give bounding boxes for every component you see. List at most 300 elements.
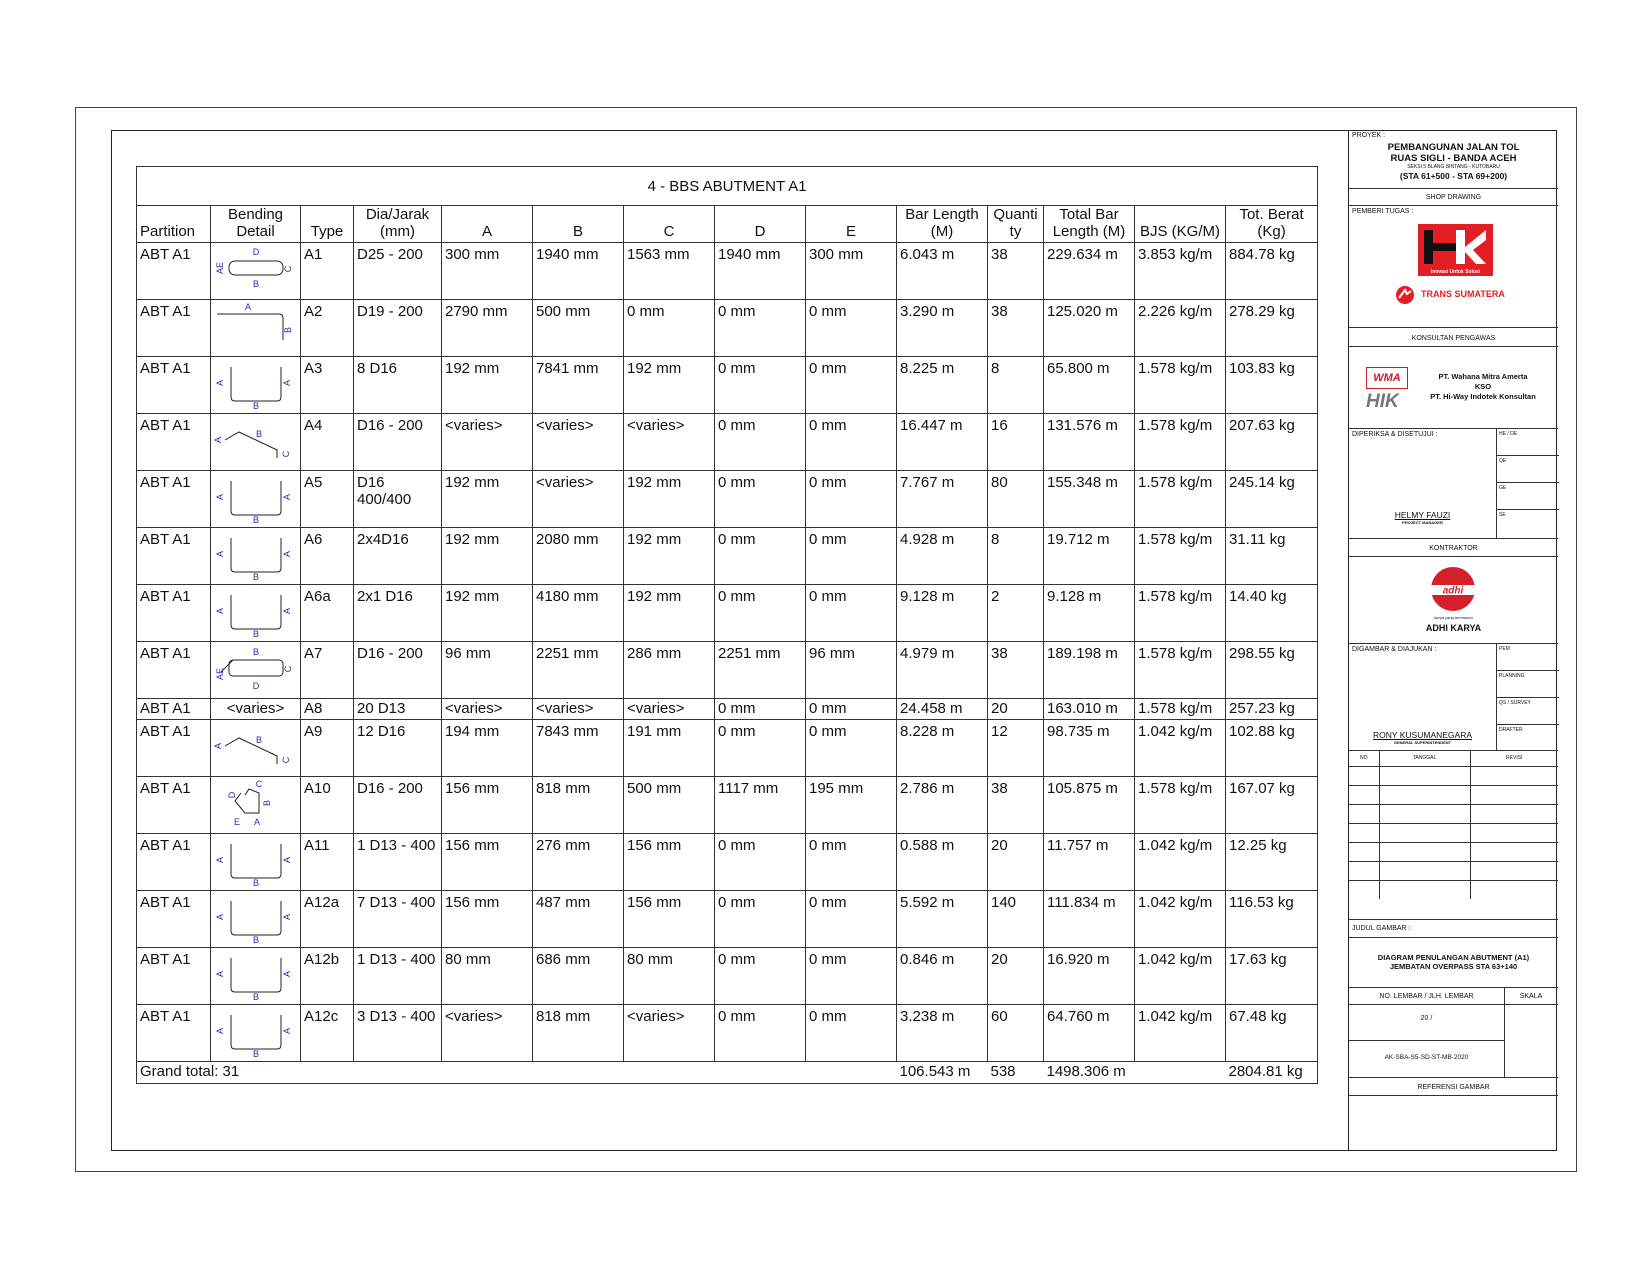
bending-diagram-z-bar (213, 720, 299, 772)
cell-len: 8.228 m (897, 720, 988, 777)
cell-d: 1940 mm (715, 243, 806, 300)
svg-text:B: B (252, 1049, 259, 1057)
table-row (137, 300, 1318, 357)
judul-section (1349, 938, 1558, 988)
cell-a: 192 mm (442, 471, 533, 528)
cell-dia: 7 D13 - 400 (354, 891, 442, 948)
cell-partition: ABT A1 (137, 414, 211, 471)
cell-qty: 20 (988, 834, 1044, 891)
cell-bjs: 3.853 kg/m (1135, 243, 1226, 300)
cell-b: 818 mm (533, 1005, 624, 1062)
bbs-schedule (136, 166, 1317, 1080)
revision-grid (1349, 751, 1558, 899)
revision-table (1349, 751, 1558, 920)
cell-type: A5 (301, 471, 354, 528)
table-row (137, 414, 1318, 471)
cell-len: 9.128 m (897, 585, 988, 642)
qs-survey-cell: QS / SURVEY (1497, 698, 1559, 725)
cell-dia: 12 D16 (354, 720, 442, 777)
konsultan-line2: KSO (1474, 382, 1492, 391)
konsultan-line1: PT. Wahana Mitra Amerta (1438, 372, 1528, 381)
cell-c: 156 mm (624, 891, 715, 948)
cell-b: 818 mm (533, 777, 624, 834)
svg-text:A: A (214, 550, 225, 558)
pemberi-section (1349, 206, 1558, 328)
bending-diagram-u-bar (213, 357, 299, 409)
cell-total: 189.198 m (1044, 642, 1135, 699)
cell-e: 195 mm (806, 777, 897, 834)
svg-text:C: C (282, 265, 293, 273)
cell-partition: ABT A1 (137, 528, 211, 585)
bbs-table (136, 166, 1318, 1084)
table-row (137, 471, 1318, 528)
cell-d: 2251 mm (715, 642, 806, 699)
cell-partition: ABT A1 (137, 699, 211, 720)
svg-text:B: B (261, 799, 272, 807)
cell-d: 0 mm (715, 357, 806, 414)
header-bjs: BJS (KG/M) (1135, 206, 1226, 243)
header-tot-berat: Tot. Berat (Kg) (1226, 206, 1318, 243)
cell-b: <varies> (533, 699, 624, 720)
cell-berat: 167.07 kg (1226, 777, 1318, 834)
cell-e: 0 mm (806, 585, 897, 642)
bending-diagram-z-bar (213, 414, 299, 466)
cell-c: 191 mm (624, 720, 715, 777)
header-type: Type (301, 206, 354, 243)
svg-text:B: B (255, 735, 262, 745)
bending-diagram-hook (213, 777, 299, 829)
document-number: AK-SBA-S5-SD-ST-MB-2020 (1384, 1054, 1469, 1061)
bending-diagram-closed-loop (213, 243, 299, 295)
table-row (137, 699, 1318, 720)
cell-bjs: 1.578 kg/m (1135, 642, 1226, 699)
cell-b: <varies> (533, 414, 624, 471)
cell-partition: ABT A1 (137, 642, 211, 699)
cell-qty: 38 (988, 300, 1044, 357)
cell-len: 0.588 m (897, 834, 988, 891)
cell-qty: 80 (988, 471, 1044, 528)
cell-d: 0 mm (715, 471, 806, 528)
cell-a: 80 mm (442, 948, 533, 1005)
cell-d: 0 mm (715, 891, 806, 948)
cell-bending-detail (211, 414, 301, 471)
cell-a: <varies> (442, 1005, 533, 1062)
judul-line2: JEMBATAN OVERPASS STA 63+140 (1389, 962, 1518, 971)
table-row (137, 357, 1318, 414)
cell-qty: 8 (988, 528, 1044, 585)
rev-no-header: NO (1349, 751, 1379, 766)
table-row (137, 891, 1318, 948)
svg-text:A: A (281, 607, 292, 615)
konsultan-line3: PT. Hi-Way Indotek Konsultan (1430, 392, 1536, 401)
cell-partition: ABT A1 (137, 891, 211, 948)
bending-diagram-u-bar (213, 585, 299, 637)
cell-type: A1 (301, 243, 354, 300)
cell-bjs: 1.578 kg/m (1135, 699, 1226, 720)
cell-qty: 60 (988, 1005, 1044, 1062)
checker-role: PROJECT MANAGER (1402, 520, 1443, 525)
hk-logo (1418, 224, 1493, 276)
cell-c: <varies> (624, 1005, 715, 1062)
svg-text:A: A (214, 1027, 225, 1035)
project-line2: RUAS SIGLI - BANDA ACEH (1390, 153, 1517, 164)
grand-total-bjs (1135, 1062, 1226, 1084)
ts-logo-text: TRANS SUMATERA (1421, 289, 1505, 299)
cell-a: <varies> (442, 414, 533, 471)
cell-qty: 20 (988, 948, 1044, 1005)
cell-total: 65.800 m (1044, 357, 1135, 414)
cell-a: 194 mm (442, 720, 533, 777)
cell-bjs: 1.042 kg/m (1135, 891, 1226, 948)
svg-text:D: D (252, 247, 259, 257)
cell-c: 0 mm (624, 300, 715, 357)
cell-len: 24.458 m (897, 699, 988, 720)
cell-bending-detail (211, 585, 301, 642)
table-row (137, 243, 1318, 300)
cell-dia: 1 D13 - 400 (354, 834, 442, 891)
table-row (137, 1005, 1318, 1062)
cell-b: 686 mm (533, 948, 624, 1005)
cell-bjs: 1.578 kg/m (1135, 777, 1226, 834)
rev-revisi-header: REVISI (1470, 751, 1558, 766)
cell-len: 4.979 m (897, 642, 988, 699)
cell-berat: 245.14 kg (1226, 471, 1318, 528)
cell-a: 300 mm (442, 243, 533, 300)
cell-partition: ABT A1 (137, 720, 211, 777)
konsultan-label: KONSULTAN PENGAWAS (1349, 328, 1558, 347)
cell-berat: 102.88 kg (1226, 720, 1318, 777)
cell-type: A3 (301, 357, 354, 414)
cell-bending-detail: <varies> (211, 699, 301, 720)
svg-text:A: A (253, 817, 260, 827)
table-row (137, 585, 1318, 642)
svg-text:E: E (233, 817, 240, 827)
cell-qty: 38 (988, 243, 1044, 300)
trans-sumatera-logo (1393, 285, 1543, 305)
cell-d: 0 mm (715, 948, 806, 1005)
grand-total-bar-length: 1498.306 m (1044, 1062, 1135, 1084)
cell-bending-detail (211, 528, 301, 585)
cell-type: A12c (301, 1005, 354, 1062)
cell-d: 0 mm (715, 414, 806, 471)
svg-text:A: A (244, 302, 251, 312)
cell-total: 111.834 m (1044, 891, 1135, 948)
cell-dia: 3 D13 - 400 (354, 1005, 442, 1062)
sheet-info (1349, 988, 1558, 1078)
cell-d: 0 mm (715, 720, 806, 777)
table-row (137, 720, 1318, 777)
cell-len: 5.592 m (897, 891, 988, 948)
adhi-tagline: karya yang bermakna (1434, 615, 1473, 620)
cell-bending-detail (211, 891, 301, 948)
cell-qty: 20 (988, 699, 1044, 720)
svg-text:A: A (214, 493, 225, 501)
svg-text:A: A (214, 913, 225, 921)
header-d: D (715, 206, 806, 243)
adhi-logo-icon (1423, 563, 1483, 623)
cell-total: 11.757 m (1044, 834, 1135, 891)
cell-c: 192 mm (624, 471, 715, 528)
table-row (137, 642, 1318, 699)
cell-partition: ABT A1 (137, 948, 211, 1005)
cell-c: 1563 mm (624, 243, 715, 300)
title-block (1348, 130, 1557, 1151)
adhi-name: ADHI KARYA (1425, 623, 1482, 633)
cell-bending-detail (211, 777, 301, 834)
svg-text:A: A (281, 550, 292, 558)
table-row (137, 528, 1318, 585)
cell-type: A8 (301, 699, 354, 720)
svg-text:B: B (255, 429, 262, 439)
digambar-section (1349, 644, 1558, 751)
cell-len: 7.767 m (897, 471, 988, 528)
cell-c: 192 mm (624, 357, 715, 414)
cell-berat: 31.11 kg (1226, 528, 1318, 585)
cell-bending-detail (211, 300, 301, 357)
cell-type: A11 (301, 834, 354, 891)
bending-diagram-u-bar (213, 948, 299, 1000)
kontraktor-section (1349, 557, 1558, 644)
cell-a: 192 mm (442, 528, 533, 585)
cell-berat: 17.63 kg (1226, 948, 1318, 1005)
cell-d: 0 mm (715, 585, 806, 642)
bending-diagram-u-bar (213, 471, 299, 523)
cell-partition: ABT A1 (137, 834, 211, 891)
svg-text:A: A (212, 742, 223, 750)
digambar-label: DIGAMBAR & DIAJUKAN : (1352, 646, 1437, 653)
cell-partition: ABT A1 (137, 585, 211, 642)
cell-berat: 116.53 kg (1226, 891, 1318, 948)
diperiksa-label: DIPERIKSA & DISETUJUI : (1352, 431, 1438, 438)
svg-text:A: A (214, 607, 225, 615)
cell-c: <varies> (624, 414, 715, 471)
cell-bjs: 1.578 kg/m (1135, 414, 1226, 471)
cell-bjs: 1.042 kg/m (1135, 1005, 1226, 1062)
cell-a: 156 mm (442, 891, 533, 948)
svg-text:A: A (281, 856, 292, 864)
svg-text:B: B (252, 279, 259, 289)
no-lembar-label: NO. LEMBAR / JLH. LEMBAR (1349, 988, 1504, 1005)
svg-text:B: B (252, 935, 259, 943)
grand-total-row (137, 1062, 1318, 1084)
pem-cell: PEM (1497, 644, 1559, 671)
cell-a: 156 mm (442, 834, 533, 891)
cell-d: 0 mm (715, 528, 806, 585)
drafter-name: RONY KUSUMANEGARA (1372, 730, 1473, 740)
cell-b: 7843 mm (533, 720, 624, 777)
cell-bjs: 1.578 kg/m (1135, 528, 1226, 585)
cell-bending-detail (211, 720, 301, 777)
cell-e: 0 mm (806, 300, 897, 357)
table-row (137, 834, 1318, 891)
cell-d: 0 mm (715, 699, 806, 720)
table-title: 4 - BBS ABUTMENT A1 (137, 167, 1318, 206)
cell-d: 0 mm (715, 834, 806, 891)
cell-bending-detail (211, 1005, 301, 1062)
cell-partition: ABT A1 (137, 777, 211, 834)
cell-c: 192 mm (624, 528, 715, 585)
cell-a: 192 mm (442, 585, 533, 642)
cell-dia: 8 D16 (354, 357, 442, 414)
cell-c: 80 mm (624, 948, 715, 1005)
svg-text:A: A (281, 970, 292, 978)
cell-dia: D16 - 200 (354, 777, 442, 834)
cell-bjs: 1.578 kg/m (1135, 585, 1226, 642)
cell-dia: D19 - 200 (354, 300, 442, 357)
cell-partition: ABT A1 (137, 243, 211, 300)
cell-berat: 14.40 kg (1226, 585, 1318, 642)
grand-total-berat: 2804.81 kg (1226, 1062, 1318, 1084)
project-line3: SEKSI 5 BLANG BINTANG - KUTOBARU (1407, 164, 1500, 170)
judul-label-row (1349, 920, 1558, 938)
cell-bjs: 2.226 kg/m (1135, 300, 1226, 357)
svg-text:B: B (252, 992, 259, 1000)
diperiksa-section (1349, 429, 1558, 539)
kontraktor-label: KONTRAKTOR (1349, 539, 1558, 557)
table-row (137, 948, 1318, 1005)
cell-d: 0 mm (715, 300, 806, 357)
cell-total: 155.348 m (1044, 471, 1135, 528)
cell-bjs: 1.042 kg/m (1135, 720, 1226, 777)
cell-e: 300 mm (806, 243, 897, 300)
cell-e: 0 mm (806, 699, 897, 720)
grand-total-quantity: 538 (988, 1062, 1044, 1084)
svg-text:A: A (281, 913, 292, 921)
drafter-cell: DRAFTER (1499, 727, 1523, 733)
cell-type: A12a (301, 891, 354, 948)
qe-cell: QE (1497, 456, 1559, 483)
checker-name: HELMY FAUZI (1394, 510, 1451, 520)
project-sta: (STA 61+500 - STA 69+200) (1399, 171, 1508, 181)
cell-total: 98.735 m (1044, 720, 1135, 777)
cell-dia: 2x4D16 (354, 528, 442, 585)
svg-text:A: A (214, 856, 225, 864)
cell-dia: 1 D13 - 400 (354, 948, 442, 1005)
cell-bending-detail (211, 948, 301, 1005)
svg-text:B: B (282, 326, 293, 334)
cell-dia: 20 D13 (354, 699, 442, 720)
cell-b: 4180 mm (533, 585, 624, 642)
header-e: E (806, 206, 897, 243)
grand-total-length: 106.543 m (897, 1062, 988, 1084)
planning-cell: PLANNING (1497, 671, 1559, 698)
cell-bjs: 1.578 kg/m (1135, 357, 1226, 414)
header-bending: Bending Detail (211, 206, 301, 243)
cell-type: A6 (301, 528, 354, 585)
adhi-logo-text: adhi (1442, 585, 1464, 597)
svg-text:C: C (280, 450, 291, 458)
cell-b: 500 mm (533, 300, 624, 357)
cell-bending-detail (211, 243, 301, 300)
svg-text:C: C (280, 756, 291, 764)
cell-partition: ABT A1 (137, 471, 211, 528)
konsultan-section (1349, 347, 1558, 429)
cell-b: 2251 mm (533, 642, 624, 699)
cell-len: 16.447 m (897, 414, 988, 471)
cell-c: 286 mm (624, 642, 715, 699)
wma-logo: WMA (1366, 367, 1408, 389)
bending-diagram-l-hook (213, 300, 299, 352)
cell-b: 487 mm (533, 891, 624, 948)
bending-diagram-stirrup (213, 642, 299, 694)
cell-total: 163.010 m (1044, 699, 1135, 720)
cell-partition: ABT A1 (137, 300, 211, 357)
rev-tanggal-header: TANGGAL (1379, 751, 1470, 766)
svg-text:A: A (212, 436, 223, 444)
cell-len: 2.786 m (897, 777, 988, 834)
cell-total: 19.712 m (1044, 528, 1135, 585)
bending-diagram-u-bar (213, 891, 299, 943)
cell-qty: 8 (988, 357, 1044, 414)
cell-bending-detail (211, 834, 301, 891)
svg-text:D: D (252, 681, 259, 691)
cell-b: 7841 mm (533, 357, 624, 414)
cell-total: 105.875 m (1044, 777, 1135, 834)
svg-text:AE: AE (214, 667, 225, 681)
cell-type: A7 (301, 642, 354, 699)
cell-len: 3.290 m (897, 300, 988, 357)
pemberi-label: PEMBERI TUGAS : (1352, 208, 1414, 215)
svg-text:D: D (226, 791, 237, 799)
cell-c: 500 mm (624, 777, 715, 834)
cell-qty: 38 (988, 777, 1044, 834)
cell-berat: 67.48 kg (1226, 1005, 1318, 1062)
svg-text:A: A (281, 379, 292, 387)
cell-e: 0 mm (806, 414, 897, 471)
cell-dia: D16 - 200 (354, 642, 442, 699)
cell-b: 2080 mm (533, 528, 624, 585)
he-de-cell: HE / DE (1497, 429, 1559, 456)
ge-cell: GE (1497, 483, 1559, 510)
cell-b: 1940 mm (533, 243, 624, 300)
svg-text:B: B (252, 647, 259, 657)
cell-dia: D25 - 200 (354, 243, 442, 300)
cell-type: A6a (301, 585, 354, 642)
proyek-label: PROYEK : (1352, 132, 1386, 139)
grand-total-label: Grand total: 31 (137, 1062, 897, 1084)
svg-text:C: C (282, 665, 293, 673)
header-a: A (442, 206, 533, 243)
cell-a: 2790 mm (442, 300, 533, 357)
cell-bending-detail (211, 471, 301, 528)
bending-diagram-u-bar (213, 1005, 299, 1057)
cell-bending-detail (211, 642, 301, 699)
cell-bjs: 1.042 kg/m (1135, 948, 1226, 1005)
cell-a: 192 mm (442, 357, 533, 414)
se-cell: SE (1499, 512, 1506, 518)
cell-len: 0.846 m (897, 948, 988, 1005)
svg-text:A: A (281, 1027, 292, 1035)
cell-b: 276 mm (533, 834, 624, 891)
skala-label: SKALA (1504, 988, 1558, 1005)
cell-e: 0 mm (806, 834, 897, 891)
table-row (137, 777, 1318, 834)
ts-logo-icon (1393, 285, 1417, 305)
cell-bjs: 1.578 kg/m (1135, 471, 1226, 528)
svg-text:A: A (214, 379, 225, 387)
cell-berat: 207.63 kg (1226, 414, 1318, 471)
svg-text:AE: AE (214, 261, 225, 275)
cell-e: 0 mm (806, 891, 897, 948)
cell-qty: 140 (988, 891, 1044, 948)
cell-qty: 2 (988, 585, 1044, 642)
header-partition: Partition (137, 206, 211, 243)
cell-type: A10 (301, 777, 354, 834)
svg-text:B: B (252, 401, 259, 409)
header-bar-length: Bar Length (M) (897, 206, 988, 243)
cell-total: 9.128 m (1044, 585, 1135, 642)
bending-diagram-u-bar (213, 834, 299, 886)
